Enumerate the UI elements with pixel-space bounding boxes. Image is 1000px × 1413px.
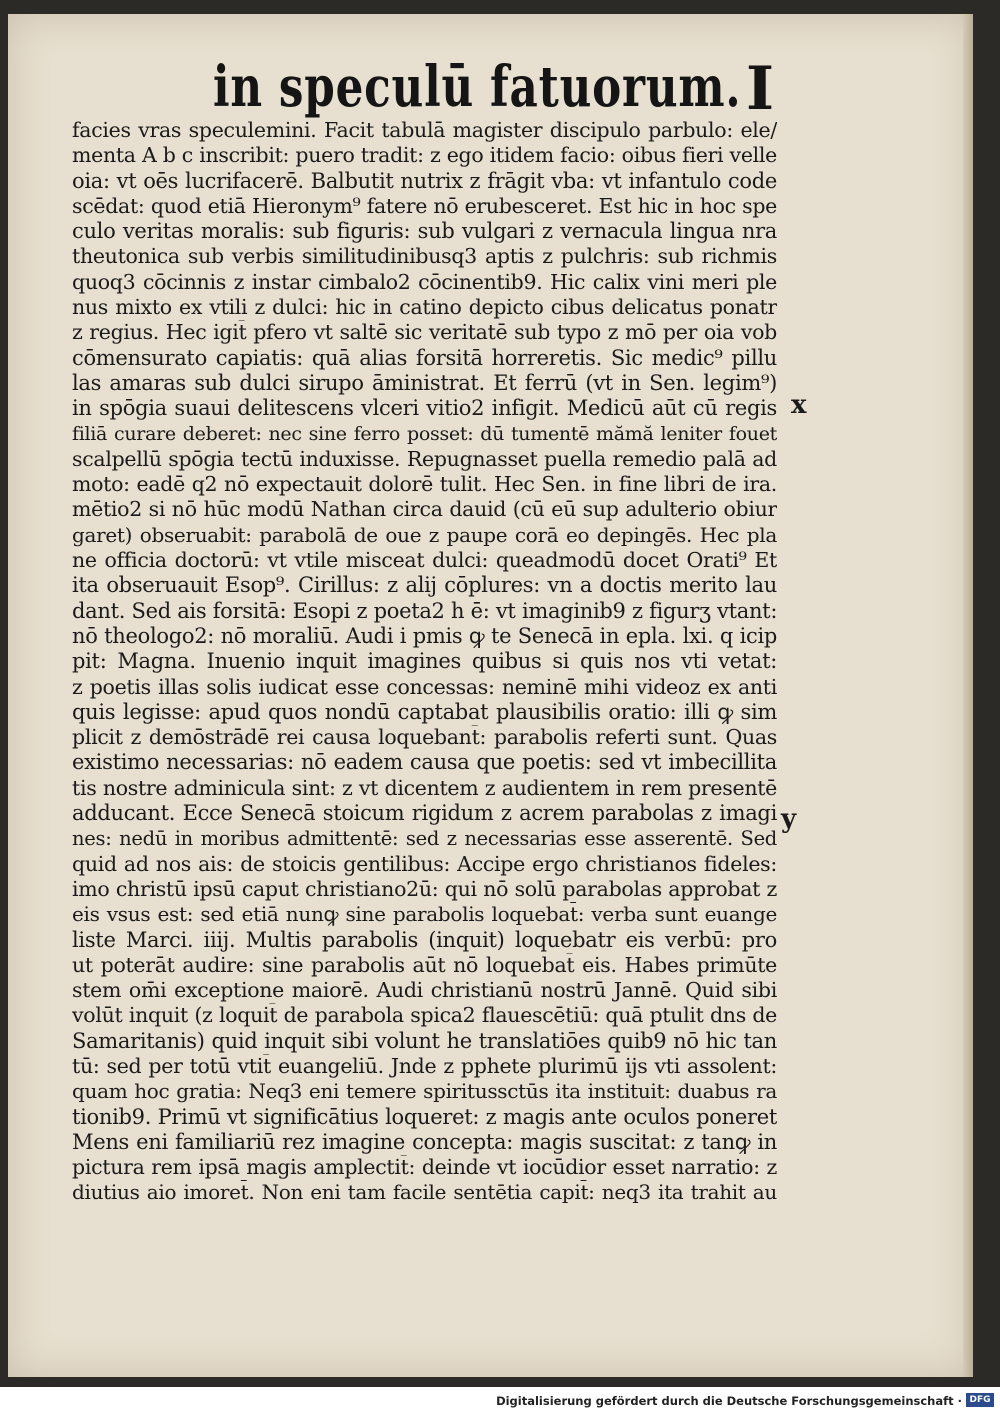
text-line: eis vsus est: sed etiā nunꝙ sine parabolis loquebat̄: verba sunt euange [72,902,777,927]
text-line: filiā curare deberet: nec sine ferro posset: dū tumentē mămă leniter fouet [72,422,777,445]
text-line: nō theologo2: nō moraliū. Audi i pmis ꝙ te Senecā in epla. lxi. q icip [72,623,777,648]
text-line: garet) obseruabit: parabolā de oue z paupe corā eo depingēs. Hec pla [72,522,777,547]
text-line: tionib9. Primū vt significātius loqueret̄: z magis ante oculos poneret [72,1104,777,1129]
text-line: tū: sed per totū vtit̄ euangeliū. Jnde z pphete plurimū ijs vti assolent: [72,1053,777,1078]
text-line: pit: Magna. Inuenio inquit imagines quibus si quis nos vti vetat: [72,649,777,674]
margin-mark-y: y [781,804,797,834]
text-line: menta A b c inscribit: puero tradit: z ego itidem facio: oibus fieri velle [72,143,777,168]
text-line: facies vras speculemini. Facit tabulā magister discipulo parbulo: ele/ [72,118,777,142]
text-line: volūt inquit (z loquit̄ de parabola spica2 flauescētiū: quā ptulit dns de [72,1003,777,1028]
text-line: ut poterāt audire: sine parabolis aūt nō loquebat̄ eis. Habes primūte [72,952,777,977]
text-line: las amaras sub dulci sirupo āministrat. Et ferrū (vt in Sen. legim⁹) [72,370,777,395]
body-text [72,118,777,1206]
text-line: quid ad nos ais: de stoicis gentilibus: Accipe ergo christianos fideles: [72,851,777,876]
text-line: theutonica sub verbis similitudinibusq3 aptis z pulchris: sub richmis [72,244,777,269]
text-line: Samaritanis) quid inquit sibi volunt he translatiōes quib9 nō hic tan [72,1028,777,1053]
page-edge [963,14,973,1377]
text-line: quoq3 cōcinnis z instar cimbalo2 cōcinentib9. Hic calix vini meri ple [72,269,777,294]
text-line: z poetis illas solis iudicat esse concessas: neminē mihi videoz ex anti [72,674,777,699]
running-head: in speculū fatuorum. [213,54,742,120]
text-line: adducant. Ecce Senecā stoicum rigidum z acrem parabolas z imagi [72,801,777,826]
text-line: moto: eadē q2 nō expectauit dolorē tulit. Hec Sen. in fine libri de ira. [72,472,777,497]
funding-credit: Digitalisierung gefördert durch die Deutsche Forschungsgemeinschaft · [496,1394,962,1408]
text-line: ne officia doctorū: vt vtile misceat dulci: queadmodū docet Orati⁹ Et [72,548,777,573]
text-line: diutius aio imoret̄. Non eni tam facile sentētia capit̄: neq3 ita trahit au [72,1180,777,1205]
text-line: culo veritas moralis: sub figuris: sub vulgari z vernacula lingua nra [72,219,777,244]
text-line: z regius. Hec igit̄ pfero vt saltē sic veritatē sub typo z mō per oia vob [72,320,777,345]
text-line: ita obseruauit Esop⁹. Cirillus: z alij cōplures: vn a doctis merito lau [72,573,777,598]
text-line: oia: vt oēs lucrifacerē. Balbutit nutrix z frāgit vba: vt infantulo code [72,168,777,193]
margin-mark-x: x [791,390,807,420]
text-line: nus mixto ex vtili z dulci: hic in catino depicto cibus delicatus ponatr [72,295,777,320]
text-line: scēdat: quod etiā Hieronym⁹ fatere nō erubesceret. Est hic in hoc spe [72,193,777,218]
text-line: in spōgia suaui delitescens vlceri vitio2 infigit. Medicū aūt cū regis [72,396,777,421]
book-page [8,14,973,1377]
text-line: Mens eni familiariū rez imagine concepta: magis suscitat̄: z tanꝙ in [72,1129,777,1154]
text-line: quam hoc gratia: Neq3 eni temere spiritussctūs ita instituit: duabus ra [72,1079,777,1104]
footer-bar [0,1387,1000,1413]
dfg-logo: DFG [966,1393,994,1407]
text-line: scalpellū spōgia tectū induxisse. Repugnasset puella remedio palā ad [72,446,777,471]
text-line: nes: nedū in moribus admittentē: sed z necessarias esse asserentē. Sed [72,827,777,851]
text-line: plicit z demōstrādē rei causa loquebant̄: parabolis referti sunt. Quas [72,725,777,750]
folio-number: I [746,54,775,124]
text-line: imo christū ipsū caput christiano2ū: qui nō solū parabolas approbat z [72,876,777,901]
text-line: cōmensurato capiatis: quā alias forsitā horreretis. Sic medic⁹ pillu [72,345,777,370]
text-line: quis legisse: apud quos nondū captabat plausibilis oratio: illi ꝙ sim [72,699,777,724]
text-line: dant̄. Sed ais forsitā: Esopi z poeta2 h ē: vt imaginib9 z figurʒ vtant: [72,598,777,623]
text-line: existimo necessarias: nō eadem causa que poetis: sed vt imbecillita [72,750,777,775]
text-line: liste Marci. iiij. Multis parabolis (inquit) loquebatr eis verbū: pro [72,927,777,952]
text-line: pictura rem ipsā magis amplectit̄: deinde vt iocūdior esset narratio: z [72,1155,777,1180]
text-line: stem om̄i exceptione maiorē. Audi christianū nostrū Jannē. Quid sibi [72,978,777,1003]
text-line: mētio2 si nō hūc modū Nathan circa dauid (cū eū sup adulterio obiur [72,497,777,522]
text-line: tis nostre adminicula sint: z vt dicentem z audientem in rem presentē [72,775,777,800]
